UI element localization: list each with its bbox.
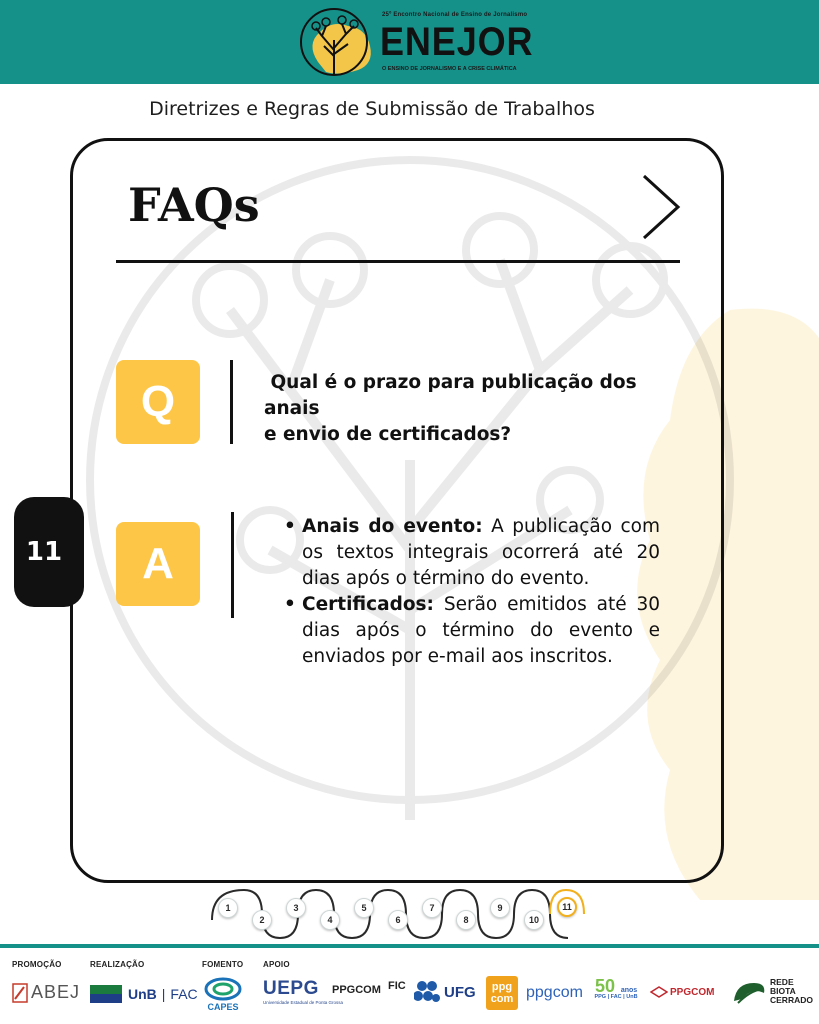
ppg-text: ppg [491, 981, 513, 993]
svg-text:50: 50 [594, 976, 615, 994]
logo-kicker: 25º Encontro Nacional de Ensino de Jornalismo [382, 12, 528, 18]
biota-text: BIOTA [770, 986, 796, 996]
answer-item-certificados [284, 592, 660, 670]
rede-biota-text-block [770, 978, 813, 1005]
fic-logo [388, 980, 406, 992]
anos-text: anos [620, 987, 638, 994]
tree-emblem-icon [296, 4, 376, 80]
ppgcom-arrow-icon [650, 986, 668, 998]
ufg-logo [414, 978, 476, 1006]
footer-label-fomento: FOMENTO [202, 960, 244, 969]
unb-text: UnB [128, 986, 157, 1002]
enejor-logo [296, 4, 534, 80]
answer-list [284, 514, 660, 670]
question-marker: Q [116, 360, 200, 444]
ppgcom-uepg-logo [332, 984, 381, 996]
footer-divider [0, 944, 819, 948]
card-title: FAQs [128, 178, 260, 232]
ppg-com-logo [486, 976, 518, 1010]
ppgcom-red-text: PPGCOM [670, 986, 715, 998]
com-text: com [490, 993, 514, 1005]
page-dot[interactable]: 7 [422, 898, 442, 918]
abej-logo [12, 982, 80, 1003]
separator: | [161, 986, 166, 1002]
page-subtitle: Diretrizes e Regras de Submissão de Trabalhos [149, 98, 595, 120]
capes-logo [202, 976, 244, 1012]
header-banner [0, 0, 819, 84]
rede-biota-cerrado-logo [732, 978, 813, 1005]
capes-swirl-icon [204, 976, 242, 1002]
ppg-fac-unb-text: PPG | FAC | UnB [594, 994, 638, 1000]
leaf-icon [732, 979, 766, 1005]
ufg-hex-icon [414, 978, 440, 1006]
ppg-50-anos-logo [594, 976, 638, 1000]
faq-card [70, 138, 724, 883]
fic-text: FIC [388, 980, 406, 992]
answer-term: Anais do evento: [302, 516, 483, 537]
page-number-tab: 11 [14, 497, 84, 607]
page-dot[interactable]: 9 [490, 898, 510, 918]
footer-label-promocao: PROMOÇÃO [12, 960, 62, 969]
chevron-right-icon[interactable] [638, 170, 686, 244]
page-dot[interactable]: 1 [218, 898, 238, 918]
footer-label-apoio: APOIO [263, 960, 290, 969]
logo-wordmark: ENEJOR [380, 20, 534, 64]
abej-text: ABEJ [31, 982, 81, 1002]
unb-flag-icon [90, 985, 122, 1003]
question-divider [230, 360, 233, 444]
page-dot[interactable]: 2 [252, 910, 272, 930]
page-dot[interactable]: 8 [456, 910, 476, 930]
page-dot[interactable]: 5 [354, 898, 374, 918]
logo-tagline: O ENSINO DE JORNALISMO E A CRISE CLIMÁTICA [382, 66, 517, 72]
rede-text: REDE [770, 977, 794, 987]
uepg-text: UEPG [263, 978, 319, 999]
fifty-icon [595, 976, 621, 994]
page-dot[interactable]: 10 [524, 910, 544, 930]
answer-term: Certificados: [302, 594, 434, 615]
title-divider [116, 260, 680, 263]
ppgcom-lower-logo [526, 984, 583, 1002]
fac-text: FAC [170, 986, 198, 1002]
page-dot[interactable]: 4 [320, 910, 340, 930]
ppgcom-red-logo [650, 986, 714, 998]
answer-text: Serão emitidos até 30 dias após o término do evento e enviados por e-mail aos inscritos. [302, 594, 660, 667]
answer-marker: A [116, 522, 200, 606]
cerrado-text: CERRADO [770, 995, 813, 1005]
page-navigation [210, 888, 590, 940]
answer-item-anais [284, 514, 660, 592]
capes-text: CAPES [207, 1002, 239, 1012]
page-dot-current[interactable]: 11 [557, 897, 577, 917]
ufg-text: UFG [444, 983, 476, 1001]
ppgcom-lower-text: ppgcom [526, 984, 583, 1001]
pen-icon [12, 983, 28, 1003]
page-dot[interactable]: 6 [388, 910, 408, 930]
fifty-anos-mark [595, 976, 637, 994]
unb-fac-logo [90, 985, 198, 1003]
page-dot[interactable]: 3 [286, 898, 306, 918]
answer-divider [231, 512, 234, 618]
uepg-subtext: Universidade Estadual de Ponta Grossa [263, 1000, 344, 1005]
footer-label-realizacao: REALIZAÇÃO [90, 960, 145, 969]
ppgcom-text: PPGCOM [332, 984, 381, 996]
answer-text: A publicação com os textos integrais ocorrerá até 20 dias após o término do evento. [302, 516, 660, 589]
question-text: Qual é o prazo para publicação dos anais e envio de certificados? [264, 372, 637, 445]
